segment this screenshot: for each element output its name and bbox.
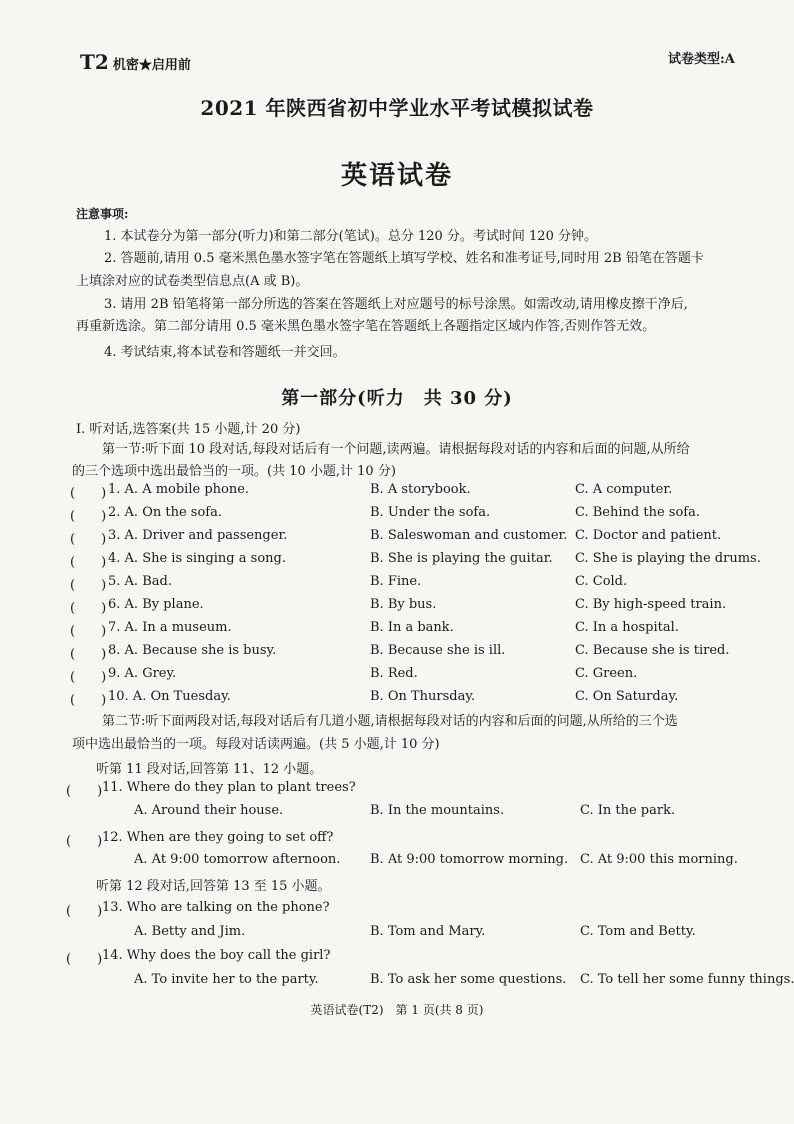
answer-blank: ( ) <box>70 578 107 593</box>
question-stem: 14. Why does the boy call the girl? <box>102 948 331 963</box>
answer-blank: ( ) <box>70 486 107 501</box>
subject-title: 英语试卷 <box>340 161 453 191</box>
option-c: C. At 9:00 this morning. <box>580 852 738 867</box>
answer-blank: ( ) <box>70 670 107 685</box>
answer-blank: ( ) <box>66 952 103 967</box>
note-item: 1. 本试卷分为第一部分(听力)和第二部分(笔试)。总分 120 分。考试时间 120 分钟。 <box>104 229 597 244</box>
question-row <box>70 528 790 548</box>
option-b: B. In a bank. <box>370 620 454 635</box>
option-b: B. In the mountains. <box>370 803 505 818</box>
option-b: B. Under the sofa. <box>370 505 491 520</box>
dialog-instruction: 听第 11 段对话,回答第 11、12 小题。 <box>96 762 323 777</box>
option-c: C. Behind the sofa. <box>575 505 700 520</box>
question-stem-row <box>66 900 786 920</box>
section2-intro: 项中选出最恰当的一项。每段对话读两遍。(共 5 小题,计 10 分) <box>72 737 440 752</box>
page-footer: 英语试卷(T2) 第 1 页(共 8 页) <box>310 1003 484 1017</box>
question-stem: 11. Where do they plan to plant trees? <box>102 780 356 795</box>
section2-intro: 第二节:听下面两段对话,每段对话后有几道小题,请根据每段对话的内容和后面的问题,从所给的三个选 <box>102 714 678 729</box>
question-stem: 12. When are they going to set off? <box>102 830 334 845</box>
option-a: A. To invite her to the party. <box>134 972 319 987</box>
question-options-row <box>66 803 786 823</box>
question-row <box>70 689 790 709</box>
part1-title: 第一部分(听力 共 30 分) <box>281 388 513 409</box>
question-row <box>70 482 790 502</box>
question-row <box>70 666 790 686</box>
question-stem: 13. Who are talking on the phone? <box>102 900 330 915</box>
question-options-row <box>66 972 794 992</box>
option-a: 2. A. On the sofa. <box>108 505 222 520</box>
option-c: C. On Saturday. <box>575 689 679 704</box>
note-item: 再重新选涂。第二部分请用 0.5 毫米黑色墨水签字笔在答题纸上各题指定区域内作答,否则作答无效。 <box>76 319 656 334</box>
option-a: A. Betty and Jim. <box>134 924 246 939</box>
question-stem-row <box>66 830 786 850</box>
option-c: C. Tom and Betty. <box>580 924 696 939</box>
option-a: 6. A. By plane. <box>108 597 204 612</box>
answer-blank: ( ) <box>70 647 107 662</box>
note-item: 上填涂对应的试卷类型信息点(A 或 B)。 <box>76 274 309 289</box>
answer-blank: ( ) <box>70 693 107 708</box>
option-b: B. On Thursday. <box>370 689 476 704</box>
note-item: 2. 答题前,请用 0.5 毫米黑色墨水签字笔在答题纸上填写学校、姓名和准考证号,同时用 2B 铅笔在答题卡 <box>104 251 704 266</box>
option-c: C. By high-speed train. <box>575 597 727 612</box>
exam-title: 2021 年陕西省初中学业水平考试模拟试卷 <box>200 96 594 120</box>
option-a: 4. A. She is singing a song. <box>108 551 286 566</box>
option-b: B. To ask her some questions. <box>370 972 567 987</box>
option-b: B. Because she is ill. <box>370 643 506 658</box>
dialog-instruction: 听第 12 段对话,回答第 13 至 15 小题。 <box>96 879 331 894</box>
answer-blank: ( ) <box>70 624 107 639</box>
option-c: C. To tell her some funny things. <box>580 972 794 987</box>
option-b: B. She is playing the guitar. <box>370 551 553 566</box>
option-a: 1. A. A mobile phone. <box>108 482 250 497</box>
question-stem-row <box>66 948 786 968</box>
option-b: B. By bus. <box>370 597 437 612</box>
option-a: 5. A. Bad. <box>108 574 172 589</box>
question-options-row <box>66 852 786 872</box>
question-row <box>70 574 790 594</box>
paper-code: T2 <box>80 50 109 74</box>
option-b: B. Red. <box>370 666 418 681</box>
option-c: C. Cold. <box>575 574 628 589</box>
option-b: B. Saleswoman and customer. <box>370 528 568 543</box>
option-c: C. Because she is tired. <box>575 643 730 658</box>
question-row <box>70 551 790 571</box>
notes-heading: 注意事项: <box>76 207 129 221</box>
question-options-row <box>66 924 786 944</box>
question-row <box>70 620 790 640</box>
option-a: 9. A. Grey. <box>108 666 177 681</box>
option-b: B. Fine. <box>370 574 422 589</box>
question-row <box>70 597 790 617</box>
header-confidential <box>80 50 191 74</box>
question-row <box>70 643 790 663</box>
option-b: B. Tom and Mary. <box>370 924 486 939</box>
option-c: C. A computer. <box>575 482 673 497</box>
note-item: 3. 请用 2B 铅笔将第一部分所选的答案在答题纸上对应题号的标号涂黑。如需改动,请用橡皮擦干净后, <box>104 297 688 312</box>
option-a: 7. A. In a museum. <box>108 620 232 635</box>
option-a: A. At 9:00 tomorrow afternoon. <box>134 852 341 867</box>
option-c: C. She is playing the drums. <box>575 551 761 566</box>
answer-blank: ( ) <box>70 555 107 570</box>
option-c: C. Green. <box>575 666 638 681</box>
answer-blank: ( ) <box>70 509 107 524</box>
secret-label: 机密★启用前 <box>112 58 191 73</box>
section1-intro: 第一节:听下面 10 段对话,每段对话后有一个问题,读两遍。请根据每段对话的内容和后面的问题,从所给 <box>102 442 690 457</box>
answer-blank: ( ) <box>66 784 103 799</box>
note-item: 4. 考试结束,将本试卷和答题纸一并交回。 <box>104 345 346 360</box>
answer-blank: ( ) <box>66 904 103 919</box>
answer-blank: ( ) <box>70 601 107 616</box>
answer-blank: ( ) <box>66 834 103 849</box>
section1-intro: 的三个选项中选出最恰当的一项。(共 10 小题,计 10 分) <box>72 464 396 479</box>
option-c: C. Doctor and patient. <box>575 528 722 543</box>
question-stem-row <box>66 780 786 800</box>
option-c: C. In the park. <box>580 803 676 818</box>
option-c: C. In a hospital. <box>575 620 679 635</box>
option-b: B. At 9:00 tomorrow morning. <box>370 852 569 867</box>
section1-heading: Ⅰ. 听对话,选答案(共 15 小题,计 20 分) <box>76 422 301 437</box>
option-a: 3. A. Driver and passenger. <box>108 528 288 543</box>
option-a: 10. A. On Tuesday. <box>108 689 231 704</box>
option-a: 8. A. Because she is busy. <box>108 643 277 658</box>
answer-blank: ( ) <box>70 532 107 547</box>
paper-type: 试卷类型:A <box>668 52 735 67</box>
option-a: A. Around their house. <box>134 803 284 818</box>
option-b: B. A storybook. <box>370 482 471 497</box>
question-row <box>70 505 790 525</box>
